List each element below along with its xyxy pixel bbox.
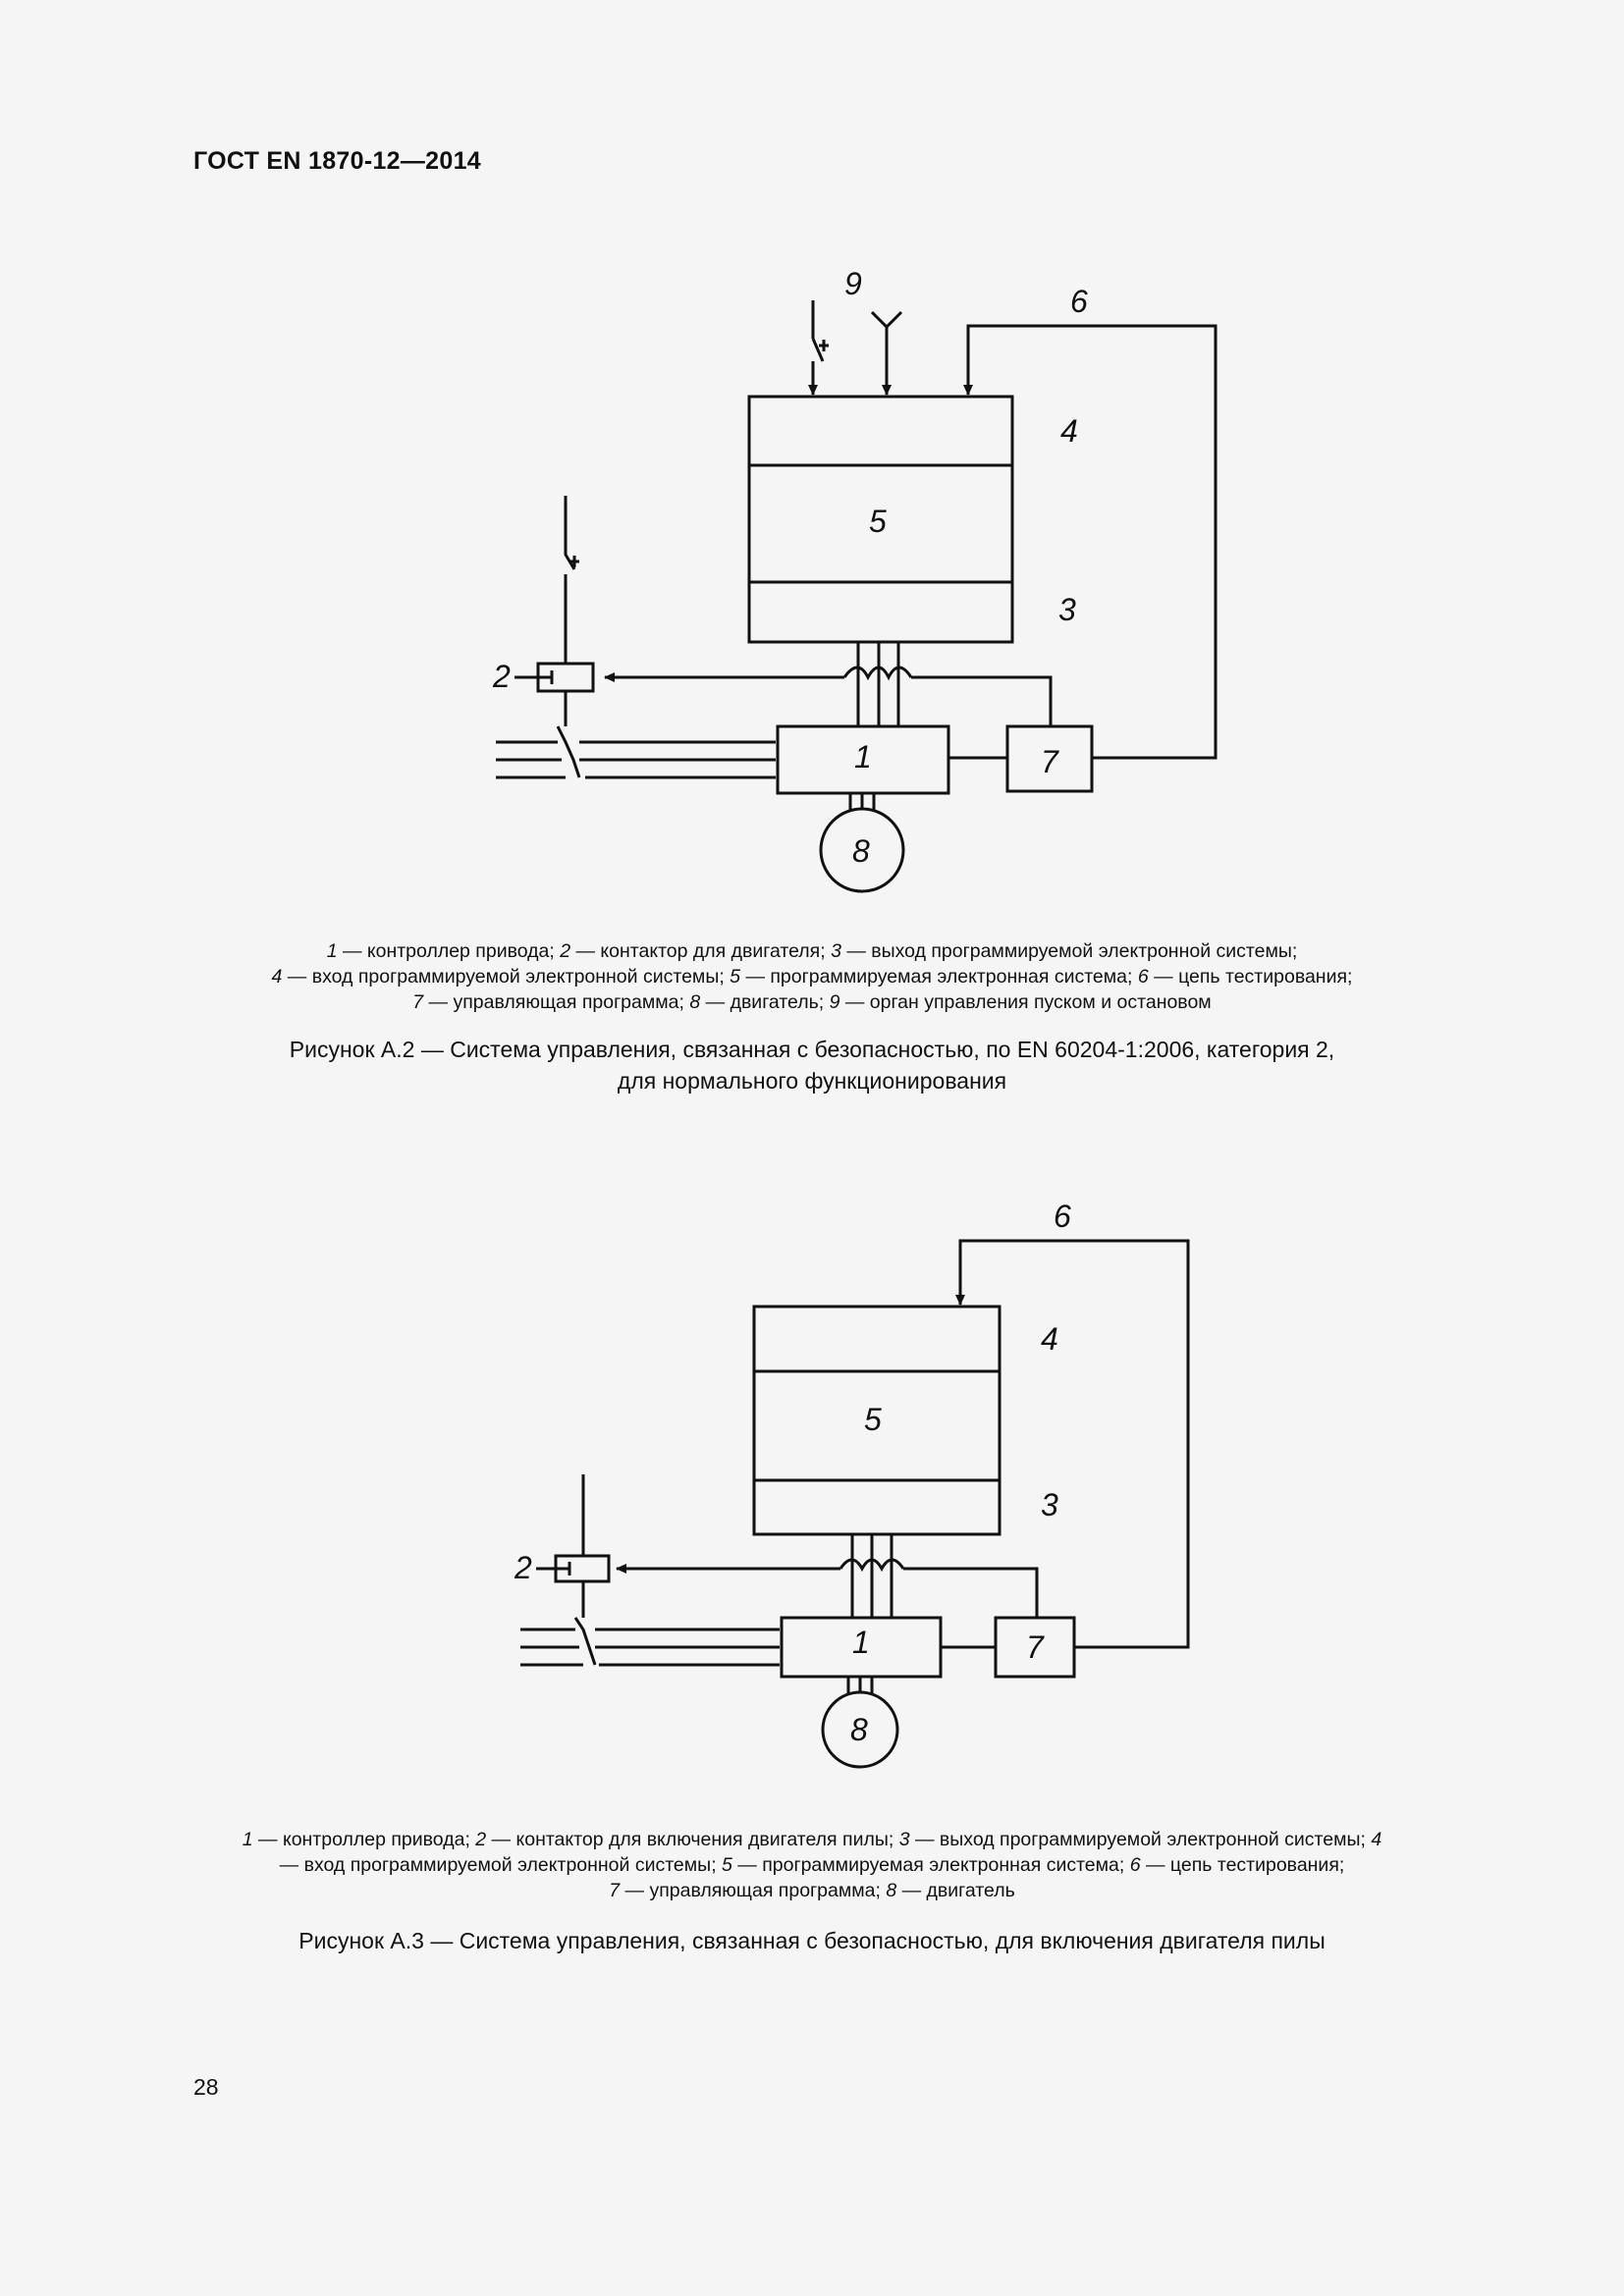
test-circuit bbox=[960, 1241, 1188, 1647]
page-number: 28 bbox=[193, 2074, 219, 2100]
figure-a2-diagram bbox=[0, 255, 1624, 903]
label-1: 1 bbox=[854, 739, 872, 774]
label-5: 5 bbox=[869, 504, 887, 539]
contactor-switch bbox=[566, 496, 579, 569]
label-4: 4 bbox=[1041, 1321, 1058, 1357]
label-5: 5 bbox=[864, 1402, 882, 1437]
test-circuit bbox=[968, 326, 1216, 758]
label-8: 8 bbox=[852, 833, 870, 869]
label-2: 2 bbox=[493, 659, 511, 694]
figure-a2-caption: Рисунок А.2 — Система управления, связанная с безопасностью, по EN 60204-1:2006, категория 2, для нормального функционирования bbox=[289, 1037, 1335, 1094]
label-2: 2 bbox=[514, 1550, 532, 1585]
figure-a3-caption: Рисунок А.3 — Система управления, связанная с безопасностью, для включения двигателя пилы bbox=[298, 1928, 1326, 1953]
document-header: ГОСТ EN 1870-12—2014 bbox=[193, 147, 481, 175]
start-switch bbox=[813, 300, 829, 361]
label-3: 3 bbox=[1041, 1487, 1058, 1522]
label-7: 7 bbox=[1041, 744, 1058, 779]
label-8: 8 bbox=[850, 1712, 868, 1747]
label-1: 1 bbox=[852, 1625, 870, 1660]
label-3: 3 bbox=[1058, 592, 1076, 627]
figure-a3-diagram bbox=[0, 1183, 1624, 1791]
label-6: 6 bbox=[1054, 1199, 1071, 1234]
label-4: 4 bbox=[1060, 413, 1078, 449]
label-6: 6 bbox=[1070, 284, 1088, 319]
figure-a3-legend: 1 — контроллер привода; 2 — контактор для включения двигателя пилы; 3 — выход программируемой электронной системы; 4 — вход программируемой электронной системы; 5 — программируемая электронная система; 6 — цепь тестирования; 7 — управляющая программа; 8 — двигатель bbox=[242, 1829, 1382, 1901]
stop-input bbox=[872, 312, 901, 327]
label-9: 9 bbox=[844, 266, 862, 301]
label-7: 7 bbox=[1026, 1629, 1044, 1665]
figure-a2-legend: 1 — контроллер привода; 2 — контактор для двигателя; 3 — выход программируемой электронной системы; 4 — вход программируемой электронной системы; 5 — программируемая электронная система; 6 — цепь тестирования; 7 — управляющая программа; 8 — двигатель; 9 — орган управления пуском и остановом bbox=[271, 940, 1353, 1013]
